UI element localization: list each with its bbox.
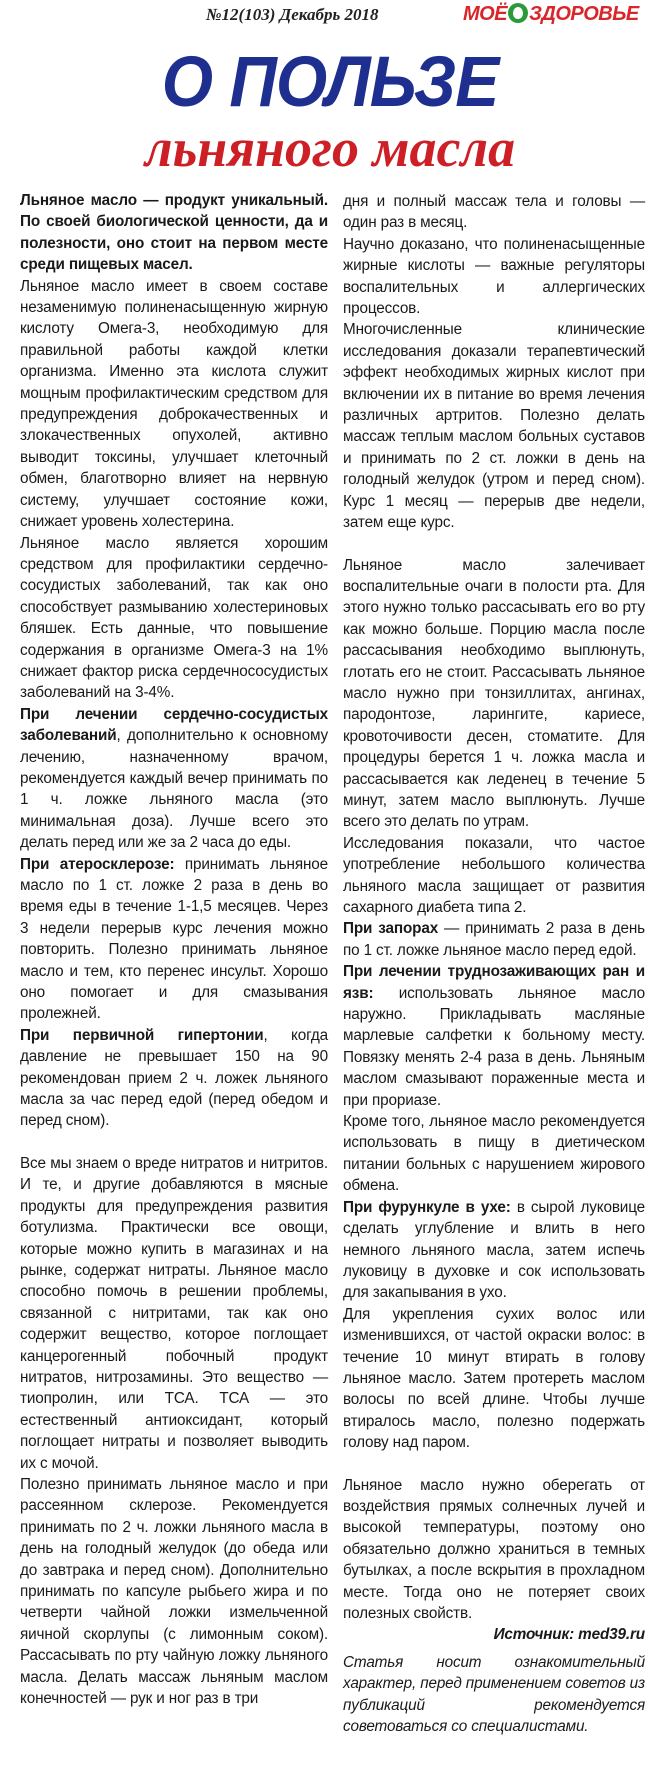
paragraph — [20, 1025, 328, 1132]
paragraph-text: — принимать 2 раза в день по 1 ст. ложке льняное масло перед едой. — [343, 920, 645, 959]
logo-part2: ЗДОРОВЬЕ — [529, 3, 639, 25]
paragraph-text: принимать льняное масло по 1 ст. ложке 2 раза в день во время еды в течение 1-1,5 месяцев. Через 3 недели перерыв курс лечения можно повторить. Полезно принимать льняное масло и тем, кто перенес инсульт. Хорошо оно помогает и для смазывания пролежней. — [20, 855, 328, 1023]
subheading: При первичной гипертонии — [20, 1026, 264, 1044]
paragraph: Исследования показали, что частое употребление небольшого количества льняного масла защищает от развития сахарного диабета типа 2. — [343, 834, 645, 916]
paragraph: Научно доказано, что полиненасыщенные жирные кислоты — важные регуляторы воспалительных и аллергических процессов. — [343, 235, 645, 318]
subheading: При лечении сердечно-сосудистых заболеваний — [20, 705, 328, 745]
right-column — [343, 191, 645, 1737]
paragraph — [343, 1197, 645, 1304]
page-header — [0, 0, 660, 32]
paragraph: Льняное масло залечивает воспалительные очаги в полости рта. Для этого нужно только рассасывать его во рту как можно больше. Порцию масла после рассасывания необходимо выплюнуть, глотать его не стоит. Рассасывать льняное масло нужно при тонзиллитах, ангинах, пародонтозе, ларингите, кариесе, кровоточивости десен, стоматите. Для процедуры берется 1 ч. ложка масла и рассасывается как леденец в течение 5 минут, затем масло выплюнуть. Лучше всего это делать по утрам. — [343, 556, 645, 831]
paragraph — [20, 704, 328, 854]
subheading: При запорах — [343, 920, 439, 938]
subheading: При лечении труднозаживающих ран и язв: — [343, 963, 645, 1002]
subheading: При атеросклерозе: — [20, 855, 175, 873]
source-link: med39.ru — [578, 1626, 645, 1644]
paragraph-text: в сырой луковице сделать углубление и влить в него немного льняного масла, затем испечь луковицу в духовке и сок использовать для закапывания в ухо. — [343, 1198, 645, 1302]
paragraph-text: использовать льняное масло наружно. Прикладывать масляные марлевые салфетки к больному месту. Повязку менять 2-4 раза в день. Льняным маслом смазывают пораженные места и при прориазе. — [343, 984, 645, 1109]
paragraph: Все мы знаем о вреде нитратов и нитритов. И те, и другие добавляются в мясные продукты для предупреждения развития ботулизма. Практически все овощи, которые можно купить в магазинах и на рынке, содержат нитраты. Льняное масло способно помочь в решении проблемы, связанной с нитритами, так как оно содержит вещество, которое поглощает канцерогенный побочный продукт нитратов, нитрозамины. Это вещество — тиопролин, или ТСА. ТСА — это естественный антиоксидант, который поглощает нитраты и позволяет выводить их с мочой. — [20, 1154, 328, 1472]
paragraph: Кроме того, льняное масло рекомендуется использовать в пищу в диетическом питании больных с нарушением жирового обмена. — [343, 1113, 645, 1195]
disclaimer-note: Статья носит ознакомительный характер, перед применением советов из публикаций рекомендуется советоваться со специалистами. — [343, 1653, 645, 1736]
paragraph: Для укрепления сухих волос или изменившихся, от частой окраски волос: в течение 10 минут втирать в голову льняное масло. Затем протереть маслом волосы по всей длине. Чтобы лучше втиралось масло, полезно подержать голову над паром. — [343, 1305, 645, 1452]
lead-paragraph: Льняное масло — продукт уникальный. По своей биологической ценности, да и полезности, оно стоит на первом месте среди пищевых масел. — [20, 192, 328, 274]
source-label: Источник: — [493, 1626, 575, 1644]
article-title-line2: льняного масла — [144, 118, 516, 178]
paragraph — [343, 918, 645, 961]
left-column — [20, 190, 328, 1709]
logo-part1: МОЁ — [463, 3, 508, 25]
paragraph: Льняное масло нужно оберегать от воздействия прямых солнечных лучей и высокой температуры, поэтому оно обязательно должно храниться в темных бутылках, а после вскрытия в прохладном месте. Тогда оно не потеряет своих полезных свойств. — [343, 1476, 645, 1622]
paragraph: Многочисленные клинические исследования доказали терапевтический эффект необходимых жирных кислот при включении их в питание во время лечения различных артритов. Полезно делать массаж теплым маслом больных суставов и принимать по 2 ст. ложки в день на голодный желудок (утром и перед сном). Курс 1 месяц — перерыв две недели, затем еще курс. — [343, 321, 645, 532]
paragraph — [20, 854, 328, 1025]
logo-leaf-icon — [508, 3, 528, 23]
article-title-line1: О ПОЛЬЗЕ — [161, 41, 499, 121]
paragraph: Льняное масло является хорошим средством для профилактики сердечно-сосудистых заболеваний, так как оно способствует размыванию холестериновых бляшек. Есть данные, что повышение содержания в организме Омега-3 на 1% снижает фактор риска сердечнососудистых заболеваний на 3-4%. — [20, 534, 328, 702]
paragraph-text: , когда давление не превышает 150 на 90 рекомендован прием 2 ч. ложек льняного масла за час перед едой (перед обедом и перед сном). — [20, 1026, 328, 1130]
issue-number: №12(103) Декабрь 2018 — [206, 5, 379, 24]
subheading: При фурункуле в ухе: — [343, 1198, 511, 1216]
paragraph: дня и полный массаж тела и головы — один раз в месяц. — [343, 193, 645, 232]
paragraph: Льняное масло имеет в своем составе незаменимую полиненасыщенную жирную кислоту Омега-3, необходимую для правильной работы каждой клетки организма. Именно эта кислота служит мощным профилактическим средством для предупреждения доброкачественных и злокачественных опухолей, активно выводит токсины, улучшает клеточный обмен, благотворно влияет на нервную систему, улучшает состояние кожи, снижает уровень холестерина. — [20, 277, 328, 531]
paragraph — [343, 961, 645, 1111]
magazine-logo — [463, 3, 639, 26]
paragraph-text: , дополнительно к основному лечению, назначенному врачом, рекомендуется каждый вечер принимать по 1 ч. ложке льняного масла (это минимальная доза). Лучше всего это делать перед или же за 2 часа до еды. — [20, 727, 328, 852]
paragraph: Полезно принимать льняное масло и при рассеянном склерозе. Рекомендуется принимать по 2 ч. ложки льняного масла в день на голодный желудок (до обеда или до завтрака и перед сном). Дополнительно принимать по капсуле рыбьего жира и по четверти чайной ложки измельченной яичной скорлупы (с лимонным соком). Рассасывать по рту чайную ложку льняного масла. Делать массаж льняным маслом конечностей — рук и ног раз в три — [20, 1475, 328, 1708]
source-line — [343, 1624, 645, 1645]
